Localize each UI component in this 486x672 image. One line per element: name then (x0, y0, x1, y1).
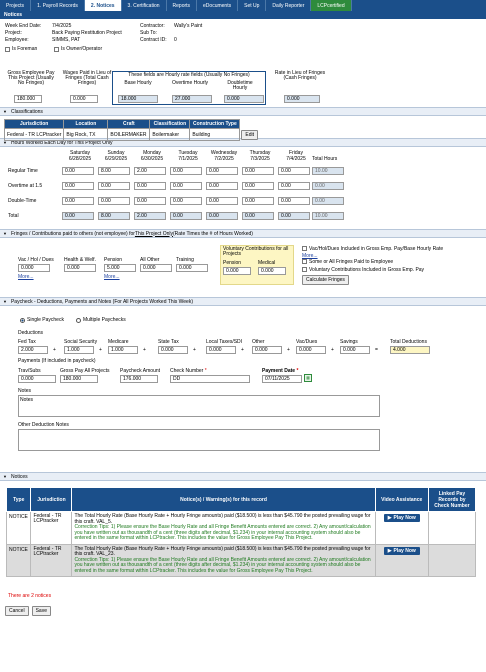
deduction-label: Savings (340, 339, 358, 345)
notice-jurisdiction: Federal - TR LCPtracker (31, 512, 72, 545)
tab-3-certification[interactable]: 3. Certification (122, 0, 167, 11)
day-label: Wednesday (210, 150, 238, 156)
hours-total-input (312, 212, 344, 220)
vol-medical-input[interactable] (258, 267, 286, 275)
hours-input[interactable] (242, 212, 274, 220)
hours-input[interactable] (134, 182, 166, 190)
project-label: Project: (5, 30, 22, 36)
hours-row-label: Total (8, 213, 19, 219)
notice-jurisdiction: Federal - TR LCPtracker (31, 544, 72, 577)
multiple-paychecks-label: Multiple Paychecks (83, 317, 126, 323)
total-hours-label: Total Hours (312, 156, 338, 162)
play-now-button[interactable] (384, 547, 420, 555)
vac-included-checkbox[interactable] (302, 246, 307, 251)
notices-section (0, 481, 486, 603)
notices-header[interactable] (0, 472, 486, 481)
deductions-label: Deductions (18, 330, 44, 336)
required-marker: * (203, 368, 207, 374)
fringes-title-b: (Rate Times the # of Hours Worked) (173, 230, 253, 237)
hours-input[interactable] (134, 167, 166, 175)
class-col-header: Jurisdiction (5, 120, 64, 129)
base-hourly-label: Base Hourly (124, 80, 152, 86)
fringe-label: Training (176, 257, 194, 263)
plus-icon: + (99, 347, 102, 353)
total-deductions-input (390, 346, 430, 354)
plus-icon: + (241, 347, 244, 353)
employee-label: Employee: (5, 37, 29, 43)
contractor-label: Contractor: (140, 23, 165, 29)
payment-label: Payment Date * (262, 368, 299, 374)
deduction-input[interactable] (64, 346, 94, 354)
deduction-input[interactable] (296, 346, 326, 354)
fringe-label: Health & Welf. (64, 257, 96, 263)
hours-row-label: Double-Time (8, 198, 37, 204)
vol-pension-input[interactable] (223, 267, 251, 275)
collapse-icon: ▼ (3, 474, 7, 479)
fringe-label: Pension (104, 257, 123, 263)
fringe-input[interactable] (64, 264, 96, 272)
hours-input[interactable] (98, 197, 130, 205)
notice-count: There are 2 notices (8, 593, 52, 599)
paycheck-section (0, 306, 486, 472)
linked-records-cell (428, 544, 475, 577)
notes-label: Notes (18, 388, 32, 394)
hours-input[interactable] (170, 182, 202, 190)
doubletime-hourly-input[interactable] (224, 95, 264, 103)
classifications-table (4, 119, 260, 141)
payments-label: Payments (If included in paycheck) (18, 358, 96, 364)
deduction-label: State Tax (158, 339, 179, 345)
doubletime-hourly-label: Doubletime Hourly (227, 80, 253, 91)
tab-set-up[interactable]: Set Up (238, 0, 266, 11)
class-cell: Boilermaker (150, 129, 190, 141)
video-cell (375, 544, 428, 577)
notice-type: NOTICE (7, 544, 31, 577)
hours-input[interactable] (62, 182, 94, 190)
class-cell: Building (190, 129, 240, 141)
deduction-input[interactable] (252, 346, 282, 354)
notice-type: NOTICE (7, 512, 31, 545)
deduction-label: Vac/Dues (296, 339, 318, 345)
tab-daily-reporter[interactable]: Daily Reporter (266, 0, 311, 11)
notices-col-header: Notice(s) / Warning(s) for this record (72, 488, 375, 512)
deduction-label: Medicare (108, 339, 129, 345)
hours-input[interactable] (278, 167, 310, 175)
day-date: 7/1/2025 (178, 156, 198, 162)
hours-title: Hours Worked Each Day for This Project Only (10, 139, 113, 146)
fringe-input[interactable] (176, 264, 208, 272)
class-edit-cell (240, 129, 259, 141)
deduction-input[interactable] (206, 346, 236, 354)
fringe-input[interactable] (104, 264, 136, 272)
day-date: 6/28/2025 (68, 156, 92, 162)
notice-row (7, 512, 476, 545)
hours-input[interactable] (62, 212, 94, 220)
plus-icon: + (53, 347, 56, 353)
total-deductions-label: Total Deductions (390, 339, 427, 345)
hours-input[interactable] (98, 182, 130, 190)
day-date: 7/2/2025 (214, 156, 234, 162)
edit-classification-button[interactable]: Edit (241, 130, 258, 140)
play-now-label: Play Now (393, 547, 416, 554)
payment-input[interactable] (262, 375, 302, 383)
payment-input[interactable] (170, 375, 250, 383)
class-col-header: Location (64, 120, 108, 129)
notices-bar: Notices (0, 11, 486, 19)
voluntary-title: Voluntary Contributions for all Projects (223, 246, 289, 257)
payment-label: Check Number * (170, 368, 207, 374)
day-date: 7/4/2025 (286, 156, 306, 162)
other-deduction-notes-label: Other Deduction Notes (18, 422, 69, 428)
day-label: Sunday (107, 150, 125, 156)
notices-col-header: Linked Pay Records by Check Number (428, 488, 475, 512)
save-button[interactable]: Save (32, 606, 51, 616)
class-cell: Big Rock, TX (64, 129, 108, 141)
day-label: Thursday (249, 150, 271, 156)
hours-input[interactable] (206, 212, 238, 220)
day-date: 7/3/2025 (250, 156, 270, 162)
single-paycheck-label: Single Paycheck (27, 317, 64, 323)
week-end-label: Week End Date: (5, 23, 42, 29)
vol-pension-label: Pension (223, 260, 242, 266)
fringe-more-link-pension[interactable]: More... (104, 274, 120, 280)
notice-message-cell (72, 544, 375, 577)
hours-input[interactable] (170, 212, 202, 220)
play-icon: ▶ (387, 515, 392, 521)
collapse-icon: ▼ (3, 140, 7, 145)
class-col-header: Craft (108, 120, 150, 129)
hours-row-label: Overtime at 1.5 (8, 183, 43, 189)
hours-input[interactable] (242, 167, 274, 175)
classifications-section (0, 116, 486, 138)
plus-icon: = (375, 347, 378, 353)
record-header (0, 19, 486, 71)
fringe-label: All Other (140, 257, 160, 263)
wages-lieu-input[interactable] (70, 95, 98, 103)
overtime-hourly-label: Overtime Hourly (171, 80, 209, 86)
project-value: Back Paying Restitution Project (52, 30, 122, 36)
collapse-icon: ▼ (3, 231, 7, 236)
hours-input[interactable] (134, 197, 166, 205)
calendar-icon[interactable]: ▦ (304, 374, 312, 382)
hours-input[interactable] (206, 197, 238, 205)
notice-message: The Total Hourly Rate (Base Hourly Rate + Hourly Fringe amounts) paid ($18.500) is less than $45.790 the posted prevailing wage for this craft. VAL_5. (74, 513, 371, 525)
fringe-input[interactable] (140, 264, 172, 272)
contract-id-value: 0 (174, 37, 177, 43)
hourly-rate-title: These fields are Hourly rate fields (Usually No Fringes) (128, 72, 250, 78)
fringe-label: Vac / Hol / Dues (18, 257, 54, 263)
linked-records-cell (428, 512, 475, 545)
required-marker: * (295, 368, 299, 374)
hours-input[interactable] (278, 212, 310, 220)
hours-input[interactable] (62, 197, 94, 205)
hours-input[interactable] (170, 197, 202, 205)
wages-lieu-label: Wages Paid in Lieu of Fringes (Total Cash Fringes) (62, 70, 112, 86)
fringes-title-a: Fringes / Contributions paid to others (not employee) for (10, 230, 135, 237)
tab-reports[interactable]: Reports (167, 0, 198, 11)
notices-col-header: Video Assistance (375, 488, 428, 512)
rate-lieu-input[interactable] (284, 95, 320, 103)
vol-included-checkbox[interactable] (302, 267, 307, 272)
day-label: Saturday (69, 150, 90, 156)
hours-input[interactable] (278, 197, 310, 205)
notices-col-header: Jurisdiction (31, 488, 72, 512)
hours-row-label: Regular Time (8, 168, 38, 174)
calculate-fringes-button[interactable]: Calculate Fringes (302, 275, 349, 285)
deduction-input[interactable] (158, 346, 188, 354)
hours-section (0, 147, 486, 229)
is-foreman-checkbox[interactable] (5, 47, 10, 52)
fringe-more-link[interactable]: More... (18, 274, 34, 280)
fringes-title-link: This Project Only (134, 230, 173, 237)
tab-lcpcertified[interactable]: LCPcertified (311, 0, 351, 11)
rate-lieu-label: Rate in Lieu of Fringes (Cash Fringes) (274, 70, 326, 81)
cancel-button[interactable]: Cancel (5, 606, 29, 616)
deduction-input[interactable] (340, 346, 370, 354)
class-cell: Federal - TR LCPtracker (5, 129, 64, 141)
fringe-input[interactable] (18, 264, 50, 272)
payment-label: Gross Pay All Projects (60, 368, 110, 374)
paycheck-title: Paycheck - Deductions, Payments and Notes (For All Projects Worked This Week) (10, 298, 193, 305)
fringe-more-link-2[interactable]: More... (302, 253, 318, 259)
notice-message-cell (72, 512, 375, 545)
play-now-label: Play Now (393, 515, 416, 521)
gross-pay-input[interactable] (14, 95, 42, 103)
single-paycheck-radio[interactable] (20, 318, 25, 323)
notices-col-header: Type (7, 488, 31, 512)
base-hourly-input[interactable] (118, 95, 158, 103)
hours-total-input (312, 197, 344, 205)
vol-included-label: Voluntary Contributions Included in Gross Emp. Pay (309, 267, 425, 273)
notices-table (6, 487, 476, 577)
payment-input[interactable] (60, 375, 98, 383)
tab-2-notices[interactable]: 2. Notices (85, 0, 122, 11)
class-cell: BOILERMAKER (108, 129, 150, 141)
footer (0, 603, 486, 619)
deduction-input[interactable] (108, 346, 138, 354)
payment-input[interactable] (18, 375, 56, 383)
hours-input[interactable] (98, 167, 130, 175)
is-owner-checkbox[interactable] (54, 47, 59, 52)
vac-included-label: Vac/Hol/Dues Included in Gross Emp. Pay/Base Hourly Rate (309, 246, 444, 252)
deduction-input[interactable] (18, 346, 48, 354)
hours-input[interactable] (242, 197, 274, 205)
hours-input[interactable] (62, 167, 94, 175)
fringes-paid-label: Some or All Fringes Paid to Employee (309, 259, 394, 265)
deduction-label: Other (252, 339, 265, 345)
plus-icon: + (193, 347, 196, 353)
collapse-icon: ▼ (3, 109, 7, 114)
tab-edocuments[interactable]: eDocuments (197, 0, 238, 11)
other-deduction-notes-textarea[interactable] (18, 429, 380, 451)
pay-fields (0, 71, 486, 105)
vol-medical-label: Medical (258, 260, 276, 266)
notices-header-row (7, 488, 476, 512)
video-cell (375, 512, 428, 545)
notes-textarea[interactable] (18, 395, 380, 417)
plus-icon: + (287, 347, 290, 353)
day-date: 6/30/2025 (140, 156, 164, 162)
hours-input[interactable] (278, 182, 310, 190)
employee-value: SIMMS, PAT (52, 37, 81, 43)
classifications-title: Classifications (10, 108, 43, 115)
is-foreman-label: Is Foreman (12, 46, 38, 52)
fringes-section (0, 238, 486, 297)
payment-label: Trav/Subs (18, 368, 41, 374)
fringes-paid-checkbox[interactable] (302, 259, 307, 264)
day-label: Friday (289, 150, 303, 156)
payment-label: Paycheck Amount (120, 368, 161, 374)
overtime-hourly-input[interactable] (172, 95, 212, 103)
sub-to-label: Sub To: (140, 30, 157, 36)
class-col-header: Construction Type (190, 120, 240, 129)
paycheck-header[interactable] (0, 297, 486, 306)
is-owner-label: Is Owner/Operator (61, 46, 103, 52)
fringes-header[interactable] (0, 229, 486, 238)
day-label: Tuesday (178, 150, 198, 156)
hours-input[interactable] (206, 167, 238, 175)
deduction-label: Local Taxes/SDI (206, 339, 243, 345)
notices-title: Notices (10, 473, 28, 480)
main-tabs (0, 0, 486, 11)
play-now-button[interactable] (384, 514, 420, 522)
hours-input[interactable] (98, 212, 130, 220)
week-end-value: 7/4/2025 (52, 23, 72, 29)
plus-icon: + (331, 347, 334, 353)
classifications-header[interactable] (0, 107, 486, 116)
notice-correction-tips: Correction Tips: 1) Please ensure the Base Hourly Rate and all Fringe Benefit Amounts entered are correct. 2) Any amount/calculation you have written out as thousandth of a cent (three digits after decimal, $1.234) in your internal accounting system should also be entered in the same format within LCPtracker. This includes the value for Gross Employee Pay This Project. (74, 556, 371, 574)
collapse-icon: ▼ (3, 299, 7, 304)
hours-input[interactable] (170, 167, 202, 175)
contractor-value: Wally's Paint (174, 23, 203, 29)
day-label: Monday (143, 150, 161, 156)
plus-icon: + (143, 347, 146, 353)
deduction-label: Fed Tax (18, 339, 36, 345)
tab-projects[interactable]: Projects (0, 0, 31, 11)
notice-message: The Total Hourly Rate (Base Hourly Rate + Hourly Fringe amounts) paid ($18.500) is less than $45.790 the posted prevailing wage for this craft. VAL_23. (74, 545, 371, 557)
multiple-paychecks-radio[interactable] (76, 318, 81, 323)
gross-pay-label: Gross Employee Pay This Project (Usually No Fringes) (7, 70, 55, 86)
class-col-header: Classification (150, 120, 190, 129)
contract-id-label: Contract ID: (140, 37, 167, 43)
hours-input[interactable] (206, 182, 238, 190)
tab-1-payroll-records[interactable]: 1. Payroll Records (31, 0, 85, 11)
hours-total-input (312, 182, 344, 190)
hours-input[interactable] (134, 212, 166, 220)
hours-total-input (312, 167, 344, 175)
deduction-label: Social Security (64, 339, 98, 345)
hours-input[interactable] (242, 182, 274, 190)
notice-row (7, 544, 476, 577)
play-icon: ▶ (387, 547, 392, 554)
notice-correction-tips: Correction Tips: 1) Please ensure the Base Hourly Rate and all Fringe Benefit Amounts entered are correct. 2) Any amount/calculation you have written out as thousandth of a cent (three digits after decimal, $1.234) in your internal accounting system should also be entered in the same format within LCPtracker. This includes the value for Gross Employee Pay This Project. (74, 524, 371, 541)
payment-input[interactable] (120, 375, 158, 383)
day-date: 6/29/2025 (104, 156, 128, 162)
